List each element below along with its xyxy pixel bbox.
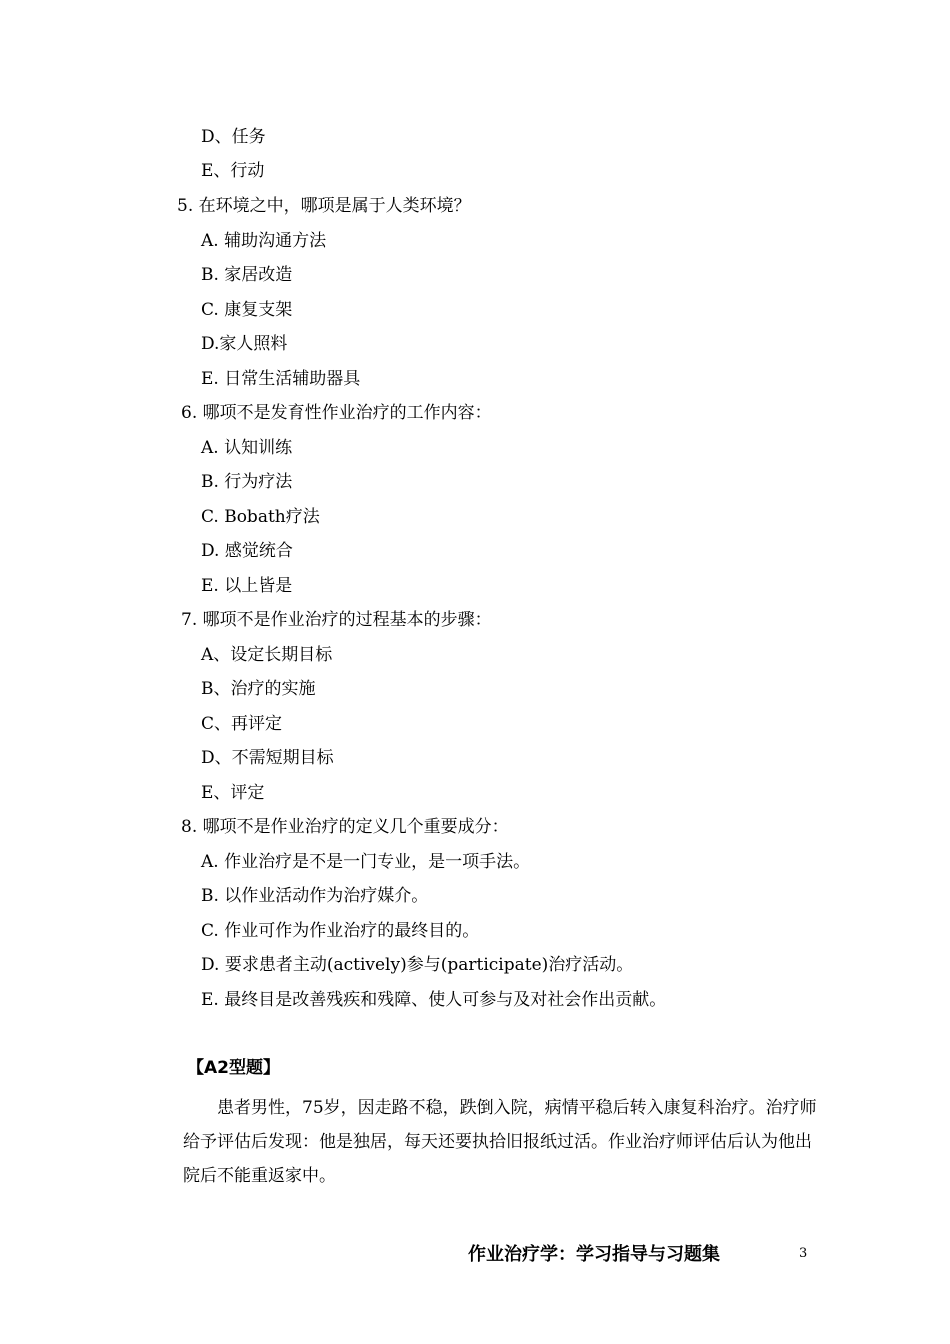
- option-7c: C、再评定: [201, 714, 283, 734]
- case-paragraph-text: 患者男性，75岁，因走路不稳，跌倒入院，病情平稳后转入康复科治疗。治疗师给予评估后发现：他是独居，每天还要执拾旧报纸过活。作业治疗师评估后认为他出院后不能重返家中。: [183, 1098, 817, 1186]
- option-7e: E、评定: [201, 783, 265, 803]
- question-7: 7. 哪项不是作业治疗的过程基本的步骤：: [181, 610, 492, 630]
- option-8d: D. 要求患者主动(actively)参与(participate)治疗活动。: [201, 955, 634, 975]
- option-4d: D、任务: [201, 127, 266, 147]
- option-8b: B. 以作业活动作为治疗媒介。: [201, 886, 429, 906]
- option-7b: B、治疗的实施: [201, 679, 316, 699]
- question-6: 6. 哪项不是发育性作业治疗的工作内容：: [181, 403, 492, 423]
- section-heading-a2: 【A2型题】: [187, 1058, 280, 1078]
- option-5d: D.家人照料: [201, 334, 288, 354]
- option-6c: C. Bobath疗法: [201, 507, 320, 527]
- option-8c: C. 作业可作为作业治疗的最终目的。: [201, 921, 480, 941]
- option-6a: A. 认知训练: [201, 438, 293, 458]
- option-8e: E. 最终目是改善残疾和残障、使人可参与及对社会作出贡献。: [201, 990, 667, 1010]
- option-5e: E. 日常生活辅助器具: [201, 369, 361, 389]
- question-5: 5. 在环境之中，哪项是属于人类环境？: [177, 196, 471, 216]
- option-6b: B. 行为疗法: [201, 472, 293, 492]
- option-7a: A、设定长期目标: [201, 645, 333, 665]
- footer-book-title: 作业治疗学：学习指导与习题集: [468, 1244, 720, 1265]
- option-7d: D、不需短期目标: [201, 748, 334, 768]
- option-5c: C. 康复支架: [201, 300, 293, 320]
- page-number: 3: [799, 1246, 808, 1261]
- case-paragraph: [183, 1091, 823, 1193]
- option-5b: B. 家居改造: [201, 265, 293, 285]
- option-6e: E. 以上皆是: [201, 576, 293, 596]
- option-5a: A. 辅助沟通方法: [201, 231, 327, 251]
- option-4e: E、行动: [201, 161, 265, 181]
- option-8a: A. 作业治疗是不是一门专业，是一项手法。: [201, 852, 531, 872]
- option-6d: D. 感觉统合: [201, 541, 293, 561]
- question-8: 8. 哪项不是作业治疗的定义几个重要成分：: [181, 817, 509, 837]
